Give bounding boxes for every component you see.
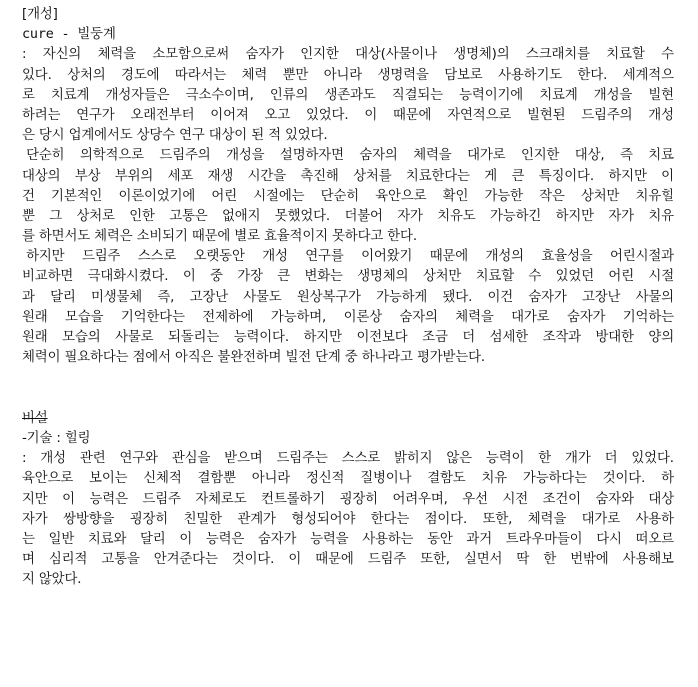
text-line: 뿐 그 상처로 인한 고통은 없애지 못했었다. 더불어 자가 치유도 가능하긴 하지만 자가 치유: [22, 208, 674, 224]
spacer: [22, 389, 674, 409]
text-line: 은 당시 업계에서도 상당수 연구 대상이 된 적 있었다.: [22, 128, 328, 144]
section-title: -기술 : 힐링: [22, 430, 91, 446]
text-line: 하려는 연구가 오래전부터 이어져 오고 있었다. 이 때문에 자연적으로 빌현된 드림주의 개성: [22, 107, 674, 123]
text-line: 하지만 드림주 스스로 오랫동안 개성 연구를 이어왔기 때문에 개성의 효율성을 어린시절과: [22, 249, 674, 265]
text-line: 원래 모습을 기억한다는 전제하에 가능하며, 이론상 숨자의 체력을 대가로 숨자가 기억하는: [22, 309, 674, 325]
paragraph: [22, 247, 674, 368]
text-line: 자가 쌍방향을 굉장히 친밀한 관계가 형성되어야 한다는 점이다. 또한, 체력을 대가로 사용하: [22, 511, 674, 527]
text-line: 육안으로 보이는 신체적 결함뿐 아니라 정신적 질병이나 결함도 치유 가능하다는 것이다. 하: [22, 471, 674, 487]
text-line: : 개성 관련 연구와 관심을 받으며 드림주는 스스로 밝히지 않은 능력이 한 개가 더 있었다.: [22, 451, 674, 467]
text-line: 대상의 부상 부위의 세포 재생 시간을 촉진해 상처를 치료한다는 게 큰 특징이다. 하지만 이: [22, 168, 674, 184]
text-line: 지만 이 능력은 드림주 자체로도 컨트롤하기 굉장히 어려우며, 우선 시전 조건이 숨자와 대상: [22, 491, 674, 507]
section-title: cure - 빌둥계: [22, 27, 116, 43]
paragraph: [22, 449, 674, 590]
text-line: 며 심리적 고통을 안겨준다는 것이다. 이 때문에 드림주 또한, 실면서 딱 한 번밖에 사용해보: [22, 552, 674, 568]
section-secret: [22, 409, 674, 591]
text-line: 를 하면서도 체력은 소비되기 때문에 별로 효율적이지 못하다고 한다.: [22, 229, 417, 245]
text-line: 있다. 상처의 경도에 따라서는 체력 뿐만 아니라 생명력을 담보로 사용하기도 한다. 세계적으: [22, 67, 674, 83]
text-line: 단순히 의학적으로 드림주의 개성을 설명하자면 숨자의 체력을 대가로 인지한 대상, 즉 치료: [22, 148, 674, 164]
text-line: 로 치료계 개성자들은 극소수이며, 인류의 생존과도 직결되는 능력이기에 치료계 개성을 빌현: [22, 87, 674, 103]
section-personality: [22, 5, 674, 368]
spacer: [22, 368, 674, 388]
text-line: 건 기본적인 이론이었기에 어린 시절에는 단순히 육안으로 확인 가능한 작은 상처만 치유힐: [22, 188, 674, 204]
document-page: [22, 5, 674, 590]
section-header: 비설: [22, 410, 48, 426]
text-line: 지 않았다.: [22, 572, 82, 588]
text-line: 과 달리 미생물체 즉, 고장난 사물도 원상복구가 가능하게 됐다. 이건 숨자가 고장난 사물의: [22, 289, 674, 305]
section-header: [개성]: [22, 7, 58, 22]
paragraph: [22, 45, 674, 146]
text-line: : 자신의 체력을 소모함으로써 숨자가 인지한 대상(사물이나 생명체)의 스크래치를 치료할 수: [22, 47, 674, 63]
text-line: 원래 모습의 사물로 되돌리는 능력이다. 하지만 이전보다 조금 더 섬세한 조작과 방대한 양의: [22, 330, 674, 345]
text-line: 는 일반 치료와 달리 이 능력은 숨자가 능력을 사용하는 동안 과거 트라우마들이 다시 떠오르: [22, 531, 674, 547]
text-line: 체력이 필요하다는 점에서 아직은 불완전하며 빌전 단계 중 하나라고 평가받는다.: [22, 350, 485, 366]
text-line: 비교하면 극대화시켰다. 이 중 가장 큰 변화는 생명체의 상처만 치료할 수 있었던 어린 시절: [22, 269, 674, 285]
paragraph: [22, 146, 674, 247]
